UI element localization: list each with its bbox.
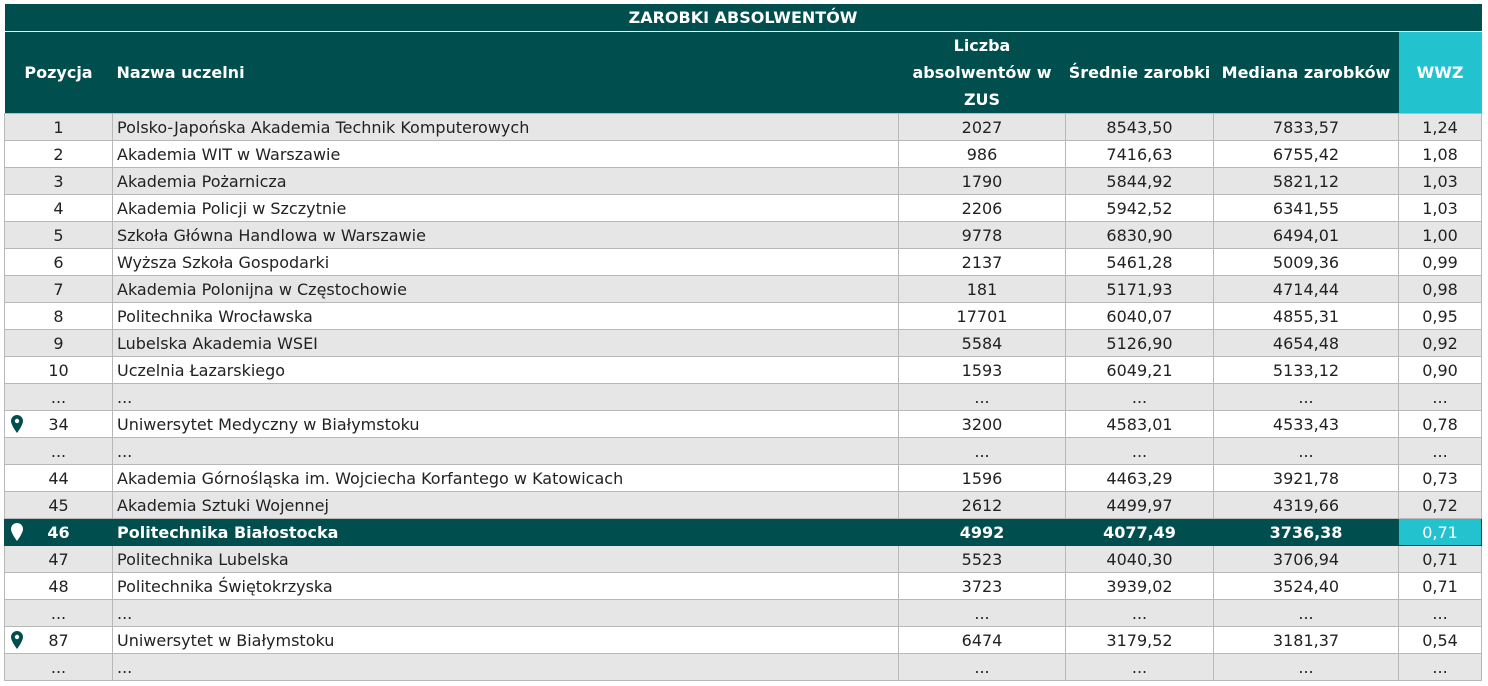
cell-average-earnings: 6830,90	[1066, 222, 1214, 249]
position-value: 10	[48, 360, 69, 380]
cell-name: Uniwersytet w Białymstoku	[113, 627, 899, 654]
cell-position	[5, 654, 113, 681]
position-value: 7	[53, 279, 64, 299]
table-row	[5, 357, 1482, 384]
location-pin-icon	[11, 415, 23, 433]
cell-median-earnings: 4319,66	[1214, 492, 1399, 519]
table-row	[5, 168, 1482, 195]
cell-median-earnings: 5821,12	[1214, 168, 1399, 195]
position-value: 87	[48, 630, 69, 650]
cell-graduates: 2206	[899, 195, 1066, 222]
cell-position	[5, 492, 113, 519]
cell-wwz: 0,71	[1399, 519, 1482, 546]
cell-position	[5, 384, 113, 411]
cell-median-earnings: ...	[1214, 600, 1399, 627]
position-value: 4	[53, 198, 64, 218]
cell-average-earnings: 3179,52	[1066, 627, 1214, 654]
table-row	[5, 249, 1482, 276]
table-row	[5, 276, 1482, 303]
earnings-table	[4, 4, 1482, 681]
table-row	[5, 492, 1482, 519]
cell-wwz: 0,95	[1399, 303, 1482, 330]
cell-wwz: 0,98	[1399, 276, 1482, 303]
cell-average-earnings: ...	[1066, 654, 1214, 681]
cell-name: Politechnika Białostocka	[113, 519, 899, 546]
cell-position	[5, 627, 113, 654]
table-row-highlighted	[5, 519, 1482, 546]
header-wwz: WWZ	[1399, 32, 1482, 114]
cell-name: ...	[113, 438, 899, 465]
position-value: 34	[48, 414, 69, 434]
table-row	[5, 546, 1482, 573]
cell-position	[5, 222, 113, 249]
cell-name: Uniwersytet Medyczny w Białymstoku	[113, 411, 899, 438]
cell-average-earnings: 5461,28	[1066, 249, 1214, 276]
cell-median-earnings: 3921,78	[1214, 465, 1399, 492]
cell-median-earnings: ...	[1214, 438, 1399, 465]
position-value: ...	[50, 603, 67, 623]
table-row	[5, 222, 1482, 249]
cell-graduates: 1593	[899, 357, 1066, 384]
table-title: ZAROBKI ABSOLWENTÓW	[5, 4, 1482, 32]
table-row	[5, 195, 1482, 222]
cell-name: Akademia Pożarnicza	[113, 168, 899, 195]
cell-name: Akademia Policji w Szczytnie	[113, 195, 899, 222]
cell-wwz: 0,78	[1399, 411, 1482, 438]
cell-graduates: 3200	[899, 411, 1066, 438]
cell-name: Politechnika Świętokrzyska	[113, 573, 899, 600]
cell-position	[5, 357, 113, 384]
position-value: ...	[50, 657, 67, 677]
table-row	[5, 411, 1482, 438]
cell-name: Akademia Sztuki Wojennej	[113, 492, 899, 519]
cell-name: Szkoła Główna Handlowa w Warszawie	[113, 222, 899, 249]
cell-wwz: 1,03	[1399, 168, 1482, 195]
cell-position	[5, 600, 113, 627]
table-row	[5, 654, 1482, 681]
cell-average-earnings: 5171,93	[1066, 276, 1214, 303]
cell-average-earnings: 4499,97	[1066, 492, 1214, 519]
cell-name: Polsko-Japońska Akademia Technik Komputerowych	[113, 114, 899, 141]
cell-median-earnings: 4654,48	[1214, 330, 1399, 357]
cell-average-earnings: 7416,63	[1066, 141, 1214, 168]
cell-median-earnings: 3736,38	[1214, 519, 1399, 546]
position-value: 47	[48, 549, 69, 569]
cell-position	[5, 546, 113, 573]
cell-average-earnings: 3939,02	[1066, 573, 1214, 600]
cell-wwz: 1,24	[1399, 114, 1482, 141]
cell-wwz: 0,71	[1399, 546, 1482, 573]
cell-average-earnings: 4463,29	[1066, 465, 1214, 492]
cell-position	[5, 465, 113, 492]
cell-median-earnings: ...	[1214, 384, 1399, 411]
cell-position	[5, 276, 113, 303]
cell-median-earnings: 4855,31	[1214, 303, 1399, 330]
table-body	[5, 114, 1482, 681]
cell-name: Lubelska Akademia WSEI	[113, 330, 899, 357]
cell-graduates: 1790	[899, 168, 1066, 195]
cell-position	[5, 114, 113, 141]
position-value: 48	[48, 576, 69, 596]
cell-name: Akademia Polonijna w Częstochowie	[113, 276, 899, 303]
cell-name: Akademia WIT w Warszawie	[113, 141, 899, 168]
earnings-table-container	[4, 4, 1481, 681]
cell-name: ...	[113, 654, 899, 681]
table-row	[5, 330, 1482, 357]
position-value: 6	[53, 252, 64, 272]
cell-name: ...	[113, 384, 899, 411]
position-value: ...	[50, 441, 67, 461]
cell-graduates: 3723	[899, 573, 1066, 600]
cell-position	[5, 249, 113, 276]
cell-average-earnings: 6040,07	[1066, 303, 1214, 330]
cell-wwz: 0,54	[1399, 627, 1482, 654]
position-value: 8	[53, 306, 64, 326]
cell-position	[5, 303, 113, 330]
cell-average-earnings: ...	[1066, 438, 1214, 465]
cell-wwz: 1,03	[1399, 195, 1482, 222]
cell-wwz: ...	[1399, 384, 1482, 411]
location-pin-icon	[11, 631, 23, 649]
cell-average-earnings: 5942,52	[1066, 195, 1214, 222]
cell-graduates: 5584	[899, 330, 1066, 357]
position-value: 44	[48, 468, 69, 488]
cell-graduates: 5523	[899, 546, 1066, 573]
cell-position	[5, 168, 113, 195]
position-value: 3	[53, 171, 64, 191]
position-value: 2	[53, 144, 64, 164]
position-value: ...	[50, 387, 67, 407]
cell-name: ...	[113, 600, 899, 627]
cell-median-earnings: ...	[1214, 654, 1399, 681]
cell-position	[5, 519, 113, 546]
table-row	[5, 573, 1482, 600]
cell-position	[5, 330, 113, 357]
cell-wwz: ...	[1399, 438, 1482, 465]
cell-position	[5, 195, 113, 222]
cell-graduates: 4992	[899, 519, 1066, 546]
cell-graduates: 986	[899, 141, 1066, 168]
header-graduates: Liczba absolwentów w ZUS	[899, 32, 1066, 114]
cell-graduates: 17701	[899, 303, 1066, 330]
cell-name: Akademia Górnośląska im. Wojciecha Korfantego w Katowicach	[113, 465, 899, 492]
table-row	[5, 114, 1482, 141]
position-value: 45	[48, 495, 69, 515]
cell-wwz: 0,73	[1399, 465, 1482, 492]
cell-average-earnings: 8543,50	[1066, 114, 1214, 141]
header-average-earnings: Średnie zarobki	[1066, 32, 1214, 114]
cell-graduates: 2137	[899, 249, 1066, 276]
cell-graduates: 2612	[899, 492, 1066, 519]
position-value: 1	[53, 117, 64, 137]
position-value: 9	[53, 333, 64, 353]
cell-median-earnings: 6755,42	[1214, 141, 1399, 168]
cell-name: Politechnika Lubelska	[113, 546, 899, 573]
cell-median-earnings: 4533,43	[1214, 411, 1399, 438]
cell-median-earnings: 4714,44	[1214, 276, 1399, 303]
cell-name: Politechnika Wrocławska	[113, 303, 899, 330]
header-median-earnings: Mediana zarobków	[1214, 32, 1399, 114]
cell-median-earnings: 3181,37	[1214, 627, 1399, 654]
cell-average-earnings: 5126,90	[1066, 330, 1214, 357]
cell-name: Wyższa Szkoła Gospodarki	[113, 249, 899, 276]
cell-position	[5, 438, 113, 465]
cell-wwz: 0,99	[1399, 249, 1482, 276]
table-row	[5, 303, 1482, 330]
cell-average-earnings: ...	[1066, 600, 1214, 627]
cell-graduates: ...	[899, 600, 1066, 627]
cell-median-earnings: 3524,40	[1214, 573, 1399, 600]
cell-average-earnings: ...	[1066, 384, 1214, 411]
table-row	[5, 600, 1482, 627]
location-pin-icon	[11, 523, 23, 541]
cell-position	[5, 573, 113, 600]
position-value: 5	[53, 225, 64, 245]
cell-median-earnings: 6494,01	[1214, 222, 1399, 249]
table-row	[5, 465, 1482, 492]
cell-median-earnings: 5009,36	[1214, 249, 1399, 276]
table-row	[5, 141, 1482, 168]
cell-median-earnings: 7833,57	[1214, 114, 1399, 141]
cell-position	[5, 411, 113, 438]
cell-graduates: 2027	[899, 114, 1066, 141]
cell-graduates: ...	[899, 438, 1066, 465]
cell-wwz: ...	[1399, 654, 1482, 681]
cell-position	[5, 141, 113, 168]
cell-graduates: 181	[899, 276, 1066, 303]
cell-wwz: ...	[1399, 600, 1482, 627]
table-row	[5, 627, 1482, 654]
cell-average-earnings: 6049,21	[1066, 357, 1214, 384]
cell-average-earnings: 4040,30	[1066, 546, 1214, 573]
cell-median-earnings: 3706,94	[1214, 546, 1399, 573]
cell-wwz: 1,00	[1399, 222, 1482, 249]
cell-average-earnings: 5844,92	[1066, 168, 1214, 195]
cell-average-earnings: 4077,49	[1066, 519, 1214, 546]
cell-graduates: 9778	[899, 222, 1066, 249]
cell-median-earnings: 5133,12	[1214, 357, 1399, 384]
header-position: Pozycja	[5, 32, 113, 114]
position-value: 46	[47, 522, 70, 542]
table-row	[5, 438, 1482, 465]
cell-name: Uczelnia Łazarskiego	[113, 357, 899, 384]
cell-average-earnings: 4583,01	[1066, 411, 1214, 438]
cell-graduates: ...	[899, 384, 1066, 411]
cell-wwz: 0,90	[1399, 357, 1482, 384]
table-row	[5, 384, 1482, 411]
cell-wwz: 0,92	[1399, 330, 1482, 357]
cell-graduates: 6474	[899, 627, 1066, 654]
cell-graduates: 1596	[899, 465, 1066, 492]
cell-wwz: 0,71	[1399, 573, 1482, 600]
cell-median-earnings: 6341,55	[1214, 195, 1399, 222]
cell-wwz: 0,72	[1399, 492, 1482, 519]
cell-wwz: 1,08	[1399, 141, 1482, 168]
cell-graduates: ...	[899, 654, 1066, 681]
header-name: Nazwa uczelni	[113, 32, 899, 114]
